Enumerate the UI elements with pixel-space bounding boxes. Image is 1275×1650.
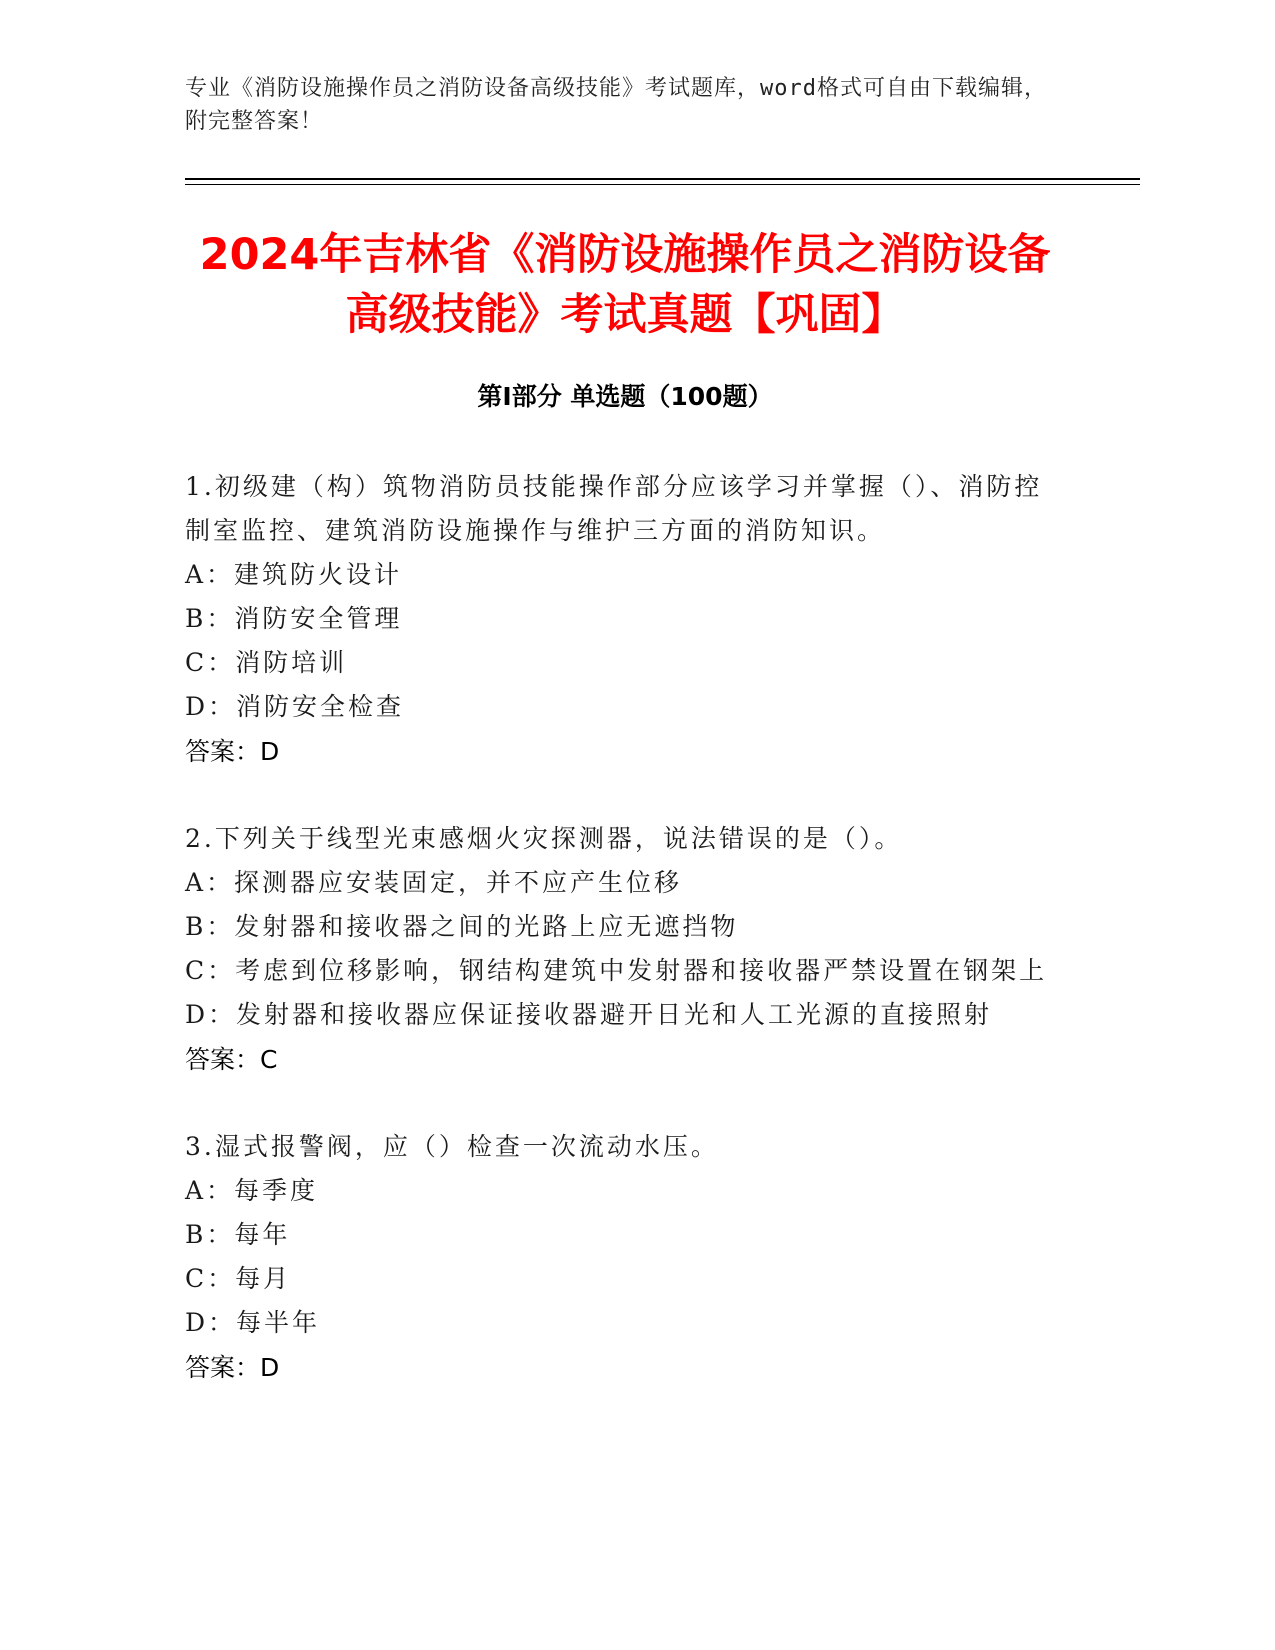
answer: 答案：D (185, 1353, 280, 1382)
option-c: C：每月 (185, 1264, 292, 1293)
header-note: 专业《消防设施操作员之消防设备高级技能》考试题库，word格式可自由下载编辑，附完整答案！ (185, 76, 1047, 134)
document-title: 2024年吉林省《消防设施操作员之消防设备高级技能》考试真题【巩固】 (199, 230, 1051, 340)
question-2 (185, 817, 1065, 1083)
option-a: A：探测器应安装固定，并不应产生位移 (185, 868, 683, 897)
section-title: 第Ⅰ部分 单选题（100题） (477, 382, 773, 411)
option-a: A：建筑防火设计 (185, 560, 403, 589)
answer: 答案：C (185, 1045, 278, 1074)
option-a: A：每季度 (185, 1176, 319, 1205)
question-1 (185, 465, 1065, 775)
question-stem: 1.初级建（构）筑物消防员技能操作部分应该学习并掌握（）、消防控制室监控、建筑消防设施操作与维护三方面的消防知识。 (185, 472, 1043, 545)
option-b: B：消防安全管理 (185, 604, 403, 633)
option-b: B：每年 (185, 1220, 291, 1249)
question-3 (185, 1125, 1065, 1391)
option-d: D：消防安全检查 (185, 692, 405, 721)
option-d: D：发射器和接收器应保证接收器避开日光和人工光源的直接照射 (185, 1000, 993, 1029)
option-c: C：消防培训 (185, 648, 348, 677)
option-c: C：考虑到位移影响，钢结构建筑中发射器和接收器严禁设置在钢架上 (185, 956, 1048, 985)
option-b: B：发射器和接收器之间的光路上应无遮挡物 (185, 912, 739, 941)
header-rule-thick (185, 178, 1140, 180)
question-list (185, 465, 1065, 1433)
question-stem: 3.湿式报警阀，应（）检查一次流动水压。 (185, 1132, 719, 1161)
answer: 答案：D (185, 737, 280, 766)
header-rule-thin (185, 184, 1140, 185)
option-d: D：每半年 (185, 1308, 321, 1337)
question-stem: 2.下列关于线型光束感烟火灾探测器，说法错误的是（）。 (185, 824, 903, 853)
